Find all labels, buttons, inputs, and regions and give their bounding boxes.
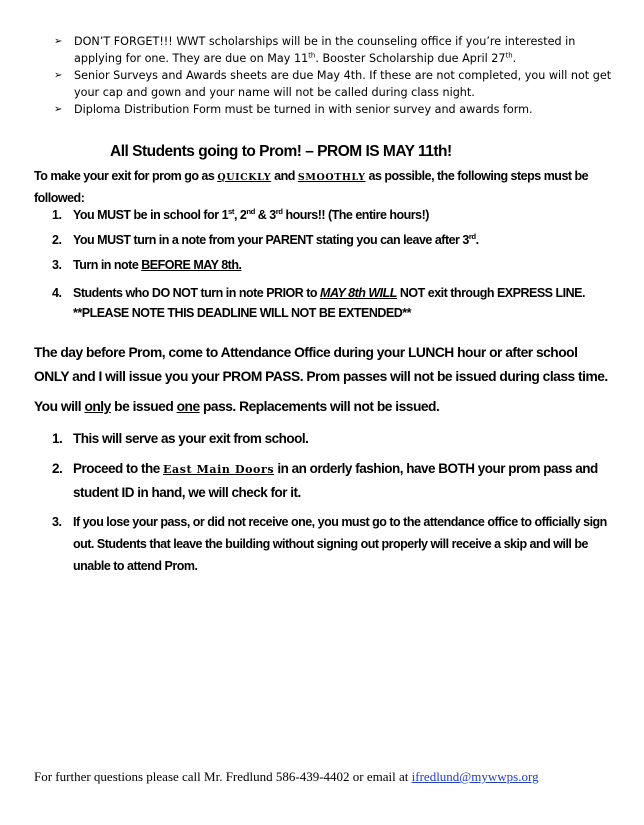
rule-item: 3. If you lose your pass, or did not receive one, you must go to the attendance office to officially sign out. Students that leave the building without signing out properly will receive a skip and will be unable to attend Prom. <box>52 515 607 573</box>
smoothly-word: SMOOTHLY <box>297 172 366 183</box>
step-item: 1. You MUST be in school for 1st, 2nd & 3rd hours!! (The entire hours!) <box>52 206 429 222</box>
prom-rules <box>34 427 609 577</box>
arrow-bullet-icon: ➢ <box>54 70 63 81</box>
quickly-word: QUICKLY <box>217 172 272 183</box>
contact-footer: For further questions please call Mr. Fredlund 586-439-4402 or email at ifredlund@mywwps.org <box>34 769 539 784</box>
deadline-note: **PLEASE NOTE THIS DEADLINE WILL NOT BE EXTENDED** <box>73 306 412 320</box>
single-pass-line: You will only be issued one pass. Replacements will not be issued. <box>34 399 440 414</box>
step-item: 3. Turn in note BEFORE MAY 8th. <box>52 258 242 272</box>
bullet-scholarships: ➢ DON’T FORGET!!! WWT scholarships will be in the counseling office if you’re interested in applying for one. They are due on May 11th. Booster Scholarship due April 27th. <box>54 35 576 65</box>
email-link[interactable]: ifredlund@mywwps.org <box>411 769 539 784</box>
step-item: 4. Students who DO NOT turn in note PRIOR to MAY 8th WILL NOT exit through EXPRESS LINE. **PLEASE NOTE THIS DEADLINE WILL NOT BE EXTENDED** <box>34 283 609 323</box>
bullet-diploma-form: ➢ Diploma Distribution Form must be turned in with senior survey and awards form. <box>54 103 533 116</box>
prom-heading: All Students going to Prom! – PROM IS MAY 11th! <box>110 143 452 160</box>
east-main-doors: East Main Doors <box>163 463 275 476</box>
prom-steps <box>34 208 609 323</box>
step-item: 2. You MUST turn in a note from your PARENT stating you can leave after 3rd. <box>52 231 479 247</box>
arrow-bullet-icon: ➢ <box>54 104 63 115</box>
rule-item: 1. This will serve as your exit from school. <box>52 431 309 446</box>
rule-item: 2. Proceed to the East Main Doors in an orderly fashion, have BOTH your prom pass and student ID in hand, we will check for it. <box>52 461 598 500</box>
arrow-bullet-icon: ➢ <box>54 36 63 47</box>
prom-intro: To make your exit for prom go as QUICKLY and SMOOTHLY as possible, the following steps must be followed: <box>34 169 589 205</box>
prom-pass-paragraph: The day before Prom, come to Attendance Office during your LUNCH hour or after school ONLY and I will issue you your PROM PASS. Prom passes will not be issued during class time. <box>34 345 608 384</box>
reminder-bullets <box>52 33 612 118</box>
bullet-senior-surveys: ➢ Senior Surveys and Awards sheets are due May 4th. If these are not completed, you will not get your cap and gown and your name will not be called during class night. <box>54 69 612 99</box>
